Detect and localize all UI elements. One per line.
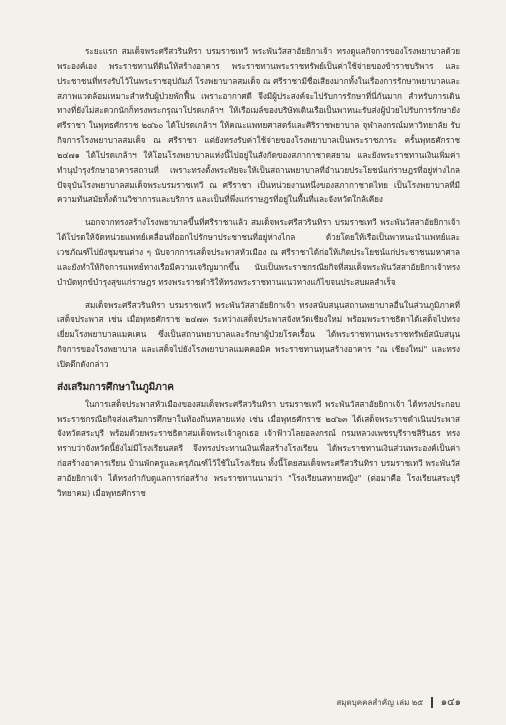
paragraph-2: นอกจากทรงสร้างโรงพยาบาลขึ้นที่ศรีราชาแล้ว สมเด็จพระศรีสวรินทิรา บรมราชเทวี พระพันวัสสาอัยยิกาเจ้า ได้โปรดให้จัดหน่วยแพทย์เคลื่อนที่ออกไปรักษาประชาชนที่อยู่ห่างไกล ด้วยโดยให้เรือเป็นพาหนะนำแพทย์และเวชภัณฑ์ไปยังชุมชนต่าง ๆ นับจากการเสด็จประพาสหัวเมือง ณ ศรีราชาได้ก่อให้เกิดประโยชน์แก่ประชาชนมหาศาล และยังทำให้กิจการแพทย์ทางเรือมีความเจริญมากขึ้น นับเป็นพระราชกรณียกิจที่สมเด็จพระพันวัสสาอัยยิกาเจ้าทรงบำบัดทุกข์บำรุงสุขแก่ราษฎร ทรงพระราชดำริให้ทรงพระราชทานแนวทางแก้ไขจนประสบผลสำเร็จ xyxy=(57,217,460,287)
section-paragraph: ในการเสด็จประพาสหัวเมืองของสมเด็จพระศรีสวรินทิรา บรมราชเทวี พระพันวัสสาอัยยิกาเจ้า ได้ทรงประกอบพระราชกรณียกิจส่งเสริมการศึกษาในท้องถิ่นหลายแห่ง เช่น เมื่อพุทธศักราช ๒๔๖๓ ได้เสด็จพระราชดำเนินประพาสจังหวัดสระบุรี พร้อมด้วยพระราชธิดาสมเด็จพระเจ้าลูกเธอ เจ้าฟ้าวไลยอลงกรณ์ กรมหลวงเพชรบุรีราชสิรินธร ทรงทราบว่าจังหวัดนี้ยังไม่มีโรงเรียนสตรี จึงทรงประทานเงินเพื่อสร้างโรงเรียน ได้พระราชทานเงินส่วนพระองค์เป็นค่าก่อสร้างอาคารเรียน บ้านพักครูและครุภัณฑ์ไว้ใช้ในโรงเรียน ทั้งนี้โดยสมเด็จพระศรีสวรินทิรา บรมราชเทวี พระพันวัสสาอัยยิกาเจ้า ได้ทรงกำกับดูแลการก่อสร้าง พระราชทานนามว่า "โรงเรียนสหายหญิง" (ต่อมาคือ โรงเรียนสระบุรีวิทยาคม) เมื่อพุทธศักราช xyxy=(57,398,460,498)
page-footer xyxy=(0,695,461,710)
page-number: ๑๔๑ xyxy=(440,697,461,708)
paragraph-3: สมเด็จพระศรีสวรินทิรา บรมราชเทวี พระพันวัสสาอัยยิกาเจ้า ทรงสนับสนุนสถานพยาบาลอื่นในส่วนภูมิภาคที่เสด็จประพาส เช่น เมื่อพุทธศักราช ๒๔๗๓ ระหว่างเสด็จประพาสจังหวัดเชียงใหม่ พร้อมพระราชธิดาได้เสด็จไปทรงเยี่ยมโรงพยาบาลแมคเคน ซึ่งเป็นสถานพยาบาลและรักษาผู้ป่วยโรคเรื้อน ได้พระราชทานพระราชทรัพย์สนับสนุนกิจการของโรงพยาบาล และเสด็จไปยังโรงพยาบาลแมคคอมิค พระราชทานทุนสร้างอาคาร "ณ เชียงใหม่" และทรงเปิดตึกดังกล่าว xyxy=(57,299,460,369)
section-heading: ส่งเสริมการศึกษาในภูมิภาค xyxy=(57,381,174,393)
body-text xyxy=(57,44,460,501)
footer-book-title: สมุดบุคคลสำคัญ เล่ม ๒๕ xyxy=(336,698,424,707)
footer-divider xyxy=(431,697,433,708)
paragraph-1: ระยะแรก สมเด็จพระศรีสวรินทิรา บรมราชเทวี พระพันวัสสาอัยยิกาเจ้า ทรงดูแลกิจการของโรงพยาบาลด้วยพระองค์เอง พระราชทานที่ดินให้สร้างอาคาร พระราชทานพระราชทรัพย์เป็นค่าใช้จ่ายของข้าราชบริพาร และประชาชนที่ทรงรับไว้ในพระราชอุปถัมภ์ โรงพยาบาลสมเด็จ ณ ศรีราชามีชื่อเสียงมากทั้งในเรื่องการรักษาพยาบาลและสภาพแวดล้อมเหมาะสำหรับผู้ป่วยพักฟื้น เพราะอากาศดี จึงมีผู้ประสงค์จะไปรับการรักษาที่นี่กันมาก สำหรับการเดินทางที่ยังไม่สะดวกนักก็ทรงพระกรุณาโปรดเกล้าฯ ให้เรือเมล์ของบริษัทเดินเรือเป็นพาหนะรับส่งผู้ป่วยไปรับการรักษายังศรีราชา ในพุทธศักราช ๒๔๖๐ ได้โปรดเกล้าฯ ให้คณะแพทยศาสตร์และศิริราชพยาบาล จุฬาลงกรณ์มหาวิทยาลัย รับกิจการโรงพยาบาลสมเด็จ ณ ศรีราชา แต่ยังทรงรับค่าใช้จ่ายของโรงพยาบาลเป็นพระราชภาระ ครั้นพุทธศักราช ๒๔๗๑ ได้โปรดเกล้าฯ ให้โอนโรงพยาบาลแห่งนี้ไปอยู่ในสังกัดของสภากาชาดสยาม และยังพระราชทานเงินเพิ่มค่าทำนุบำรุงรักษาอาคารสถานที่ เพราะทรงตั้งพระทัยจะให้เป็นสถานพยาบาลที่อำนวยประโยชน์แก่ราษฎรที่อยู่ห่างไกล ปัจจุบันโรงพยาบาลสมเด็จพระบรมราชเทวี ณ ศรีราชา เป็นหน่วยงานหนึ่งของสภากาชาดไทย เป็นโรงพยาบาลที่มีความทันสมัยทั้งด้านวิชาการและบริการ และเป็นที่พึ่งแก่ราษฎรที่อยู่ในพื้นที่และจังหวัดใกล้เคียง xyxy=(57,46,460,205)
